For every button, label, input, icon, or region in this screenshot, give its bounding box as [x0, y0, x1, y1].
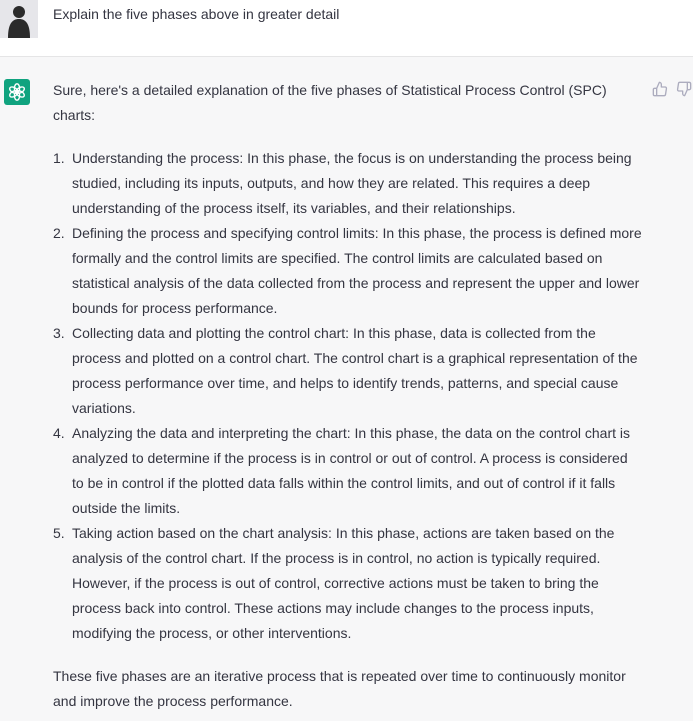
user-message-row — [0, 0, 693, 57]
thumbs-up-icon[interactable] — [652, 81, 668, 97]
list-item-number: 4. — [53, 425, 65, 441]
list-item-number: 2. — [53, 225, 65, 241]
list-item-text: Understanding the process: In this phase, the focus is on understanding the process being studied, including its inputs, outputs, and how they are related. This requires a deep understanding of the process itself, its variables, and their relationships. — [72, 150, 632, 216]
list-item — [53, 521, 643, 646]
list-item — [53, 321, 643, 421]
user-avatar — [0, 0, 38, 38]
assistant-message-content — [53, 78, 643, 714]
list-item-text: Taking action based on the chart analysis: In this phase, actions are taken based on the analysis of the control chart. If the process is in control, no action is typically required. However, if the process is out of control, corrective actions must be taken to bring the process back into control. These actions may include changes to the process inputs, modifying the process, or other interventions. — [72, 525, 615, 641]
phases-list — [53, 146, 643, 646]
intro-paragraph: Sure, here's a detailed explanation of the five phases of Statistical Process Control (SPC) charts: — [53, 82, 607, 123]
user-silhouette-icon — [0, 0, 38, 38]
user-message-text: Explain the five phases above in greater detail — [53, 6, 340, 22]
list-item-number: 1. — [53, 150, 65, 166]
list-item — [53, 146, 643, 221]
list-item-number: 3. — [53, 325, 65, 341]
outro-paragraph: These five phases are an iterative process that is repeated over time to continuously monitor and improve the process performance. — [53, 668, 626, 709]
assistant-avatar — [4, 79, 30, 105]
list-item — [53, 421, 643, 521]
list-item-text: Analyzing the data and interpreting the chart: In this phase, the data on the control chart is analyzed to determine if the process is in control or out of control. A process is considered to be in control if the plotted data falls within the control limits, and out of control if it falls outside the limits. — [72, 425, 631, 516]
assistant-message-row — [0, 57, 693, 721]
list-item — [53, 221, 643, 321]
list-item-number: 5. — [53, 525, 65, 541]
thumbs-down-icon[interactable] — [676, 81, 692, 97]
feedback-actions — [650, 81, 693, 101]
list-item-text: Defining the process and specifying control limits: In this phase, the process is defined more formally and the control limits are specified. The control limits are calculated based on statistical analysis of the data collected from the process and represent the upper and lower bounds for process performance. — [72, 225, 642, 316]
openai-logo-icon — [7, 82, 27, 102]
list-item-text: Collecting data and plotting the control chart: In this phase, data is collected from the process and plotted on a control chart. The control chart is a graphical representation of the process performance over time, and helps to identify trends, patterns, and special cause variations. — [72, 325, 638, 416]
